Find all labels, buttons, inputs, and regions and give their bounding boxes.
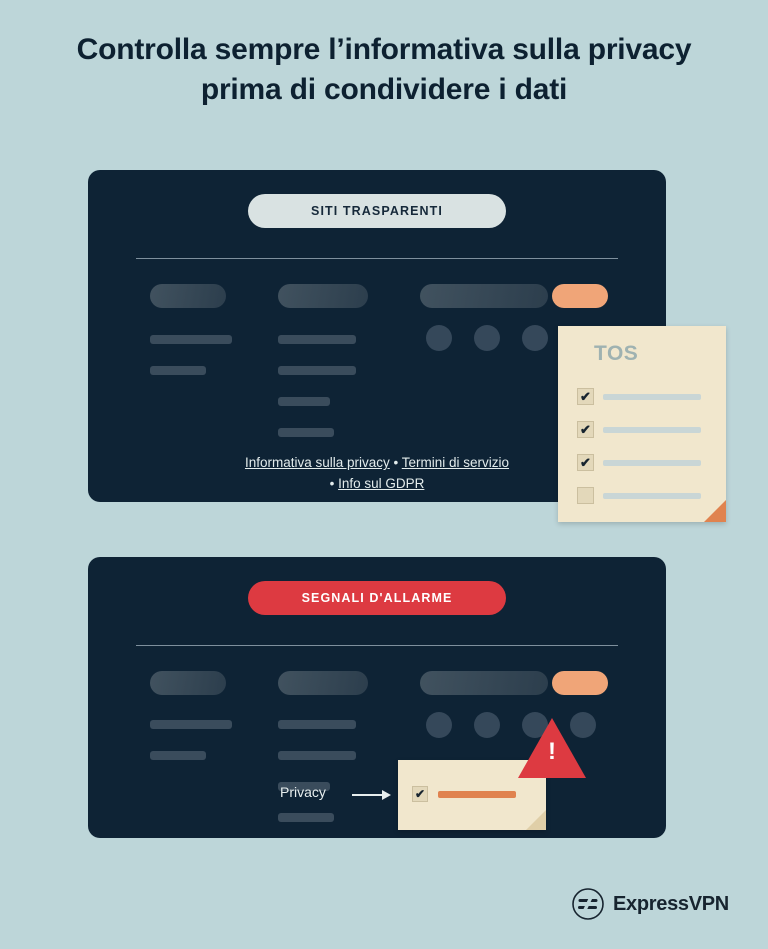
checkbox-checked-icon[interactable]: ✔ (577, 388, 594, 405)
badge-transparent-sites: SITI TRASPARENTI (248, 194, 506, 228)
brand-name: ExpressVPN (613, 892, 729, 915)
privacy-annotation-label: Privacy (280, 784, 326, 800)
placeholder-line-2c (278, 397, 330, 406)
tos-row (577, 454, 709, 472)
link-gdpr-info[interactable]: Info sul GDPR (338, 476, 425, 491)
note-folded-corner (704, 500, 726, 522)
placeholder-line-2b (278, 751, 356, 760)
placeholder-dot-1 (426, 712, 452, 738)
tos-note-title: TOS (594, 342, 639, 365)
card-divider-top (136, 258, 618, 259)
placeholder-dot-2 (474, 325, 500, 351)
link-terms-of-service[interactable]: Termini di servizio (401, 455, 510, 470)
link-privacy-policy[interactable]: Informativa sulla privacy (244, 455, 390, 470)
placeholder-line-1b (150, 366, 206, 375)
tos-row-line (603, 460, 701, 466)
checkbox-checked-icon[interactable]: ✔ (577, 421, 594, 438)
tos-row-line (603, 493, 701, 499)
placeholder-button-orange-bottom[interactable] (552, 671, 608, 695)
arrow-shaft (352, 794, 384, 796)
note-folded-corner (526, 810, 546, 830)
placeholder-heading-2 (278, 284, 368, 308)
checkbox-checked-icon[interactable]: ✔ (412, 786, 428, 802)
placeholder-heading-3 (420, 284, 548, 308)
tos-row-line (603, 427, 701, 433)
placeholder-line-2b (278, 366, 356, 375)
placeholder-dot-1 (426, 325, 452, 351)
placeholder-line-1b (150, 751, 206, 760)
link-separator-2: • (329, 476, 339, 491)
checkbox-empty-icon[interactable] (577, 487, 594, 504)
tos-row (577, 388, 709, 406)
expressvpn-logo-icon (572, 888, 604, 920)
tos-row (577, 487, 709, 505)
badge-warning-signs: SEGNALI D'ALLARME (248, 581, 506, 615)
placeholder-line-1a (150, 720, 232, 729)
placeholder-heading-2 (278, 671, 368, 695)
placeholder-button-orange-top[interactable] (552, 284, 608, 308)
placeholder-line-1a (150, 335, 232, 344)
warning-exclamation: ! (548, 738, 556, 765)
checkbox-checked-icon[interactable]: ✔ (577, 454, 594, 471)
placeholder-dot-3 (522, 325, 548, 351)
link-separator-1: • (389, 455, 402, 470)
placeholder-dot-2 (474, 712, 500, 738)
tos-row (577, 421, 709, 439)
placeholder-heading-3 (420, 671, 548, 695)
brand-logo (572, 888, 729, 920)
placeholder-heading-1 (150, 284, 226, 308)
placeholder-line-2a (278, 335, 356, 344)
privacy-note-line (438, 791, 516, 798)
placeholder-line-2a (278, 720, 356, 729)
tos-row-line (603, 394, 701, 400)
placeholder-heading-1 (150, 671, 226, 695)
placeholder-line-2d (278, 428, 334, 437)
page-title: Controlla sempre l’informativa sulla privacy prima di condividere i dati (76, 33, 692, 106)
arrow-head (382, 790, 391, 800)
tos-checklist-note (558, 326, 726, 522)
card-divider-bottom (136, 645, 618, 646)
warning-icon (518, 718, 586, 778)
placeholder-line-2d (278, 813, 334, 822)
arrow-right-icon (352, 790, 394, 800)
